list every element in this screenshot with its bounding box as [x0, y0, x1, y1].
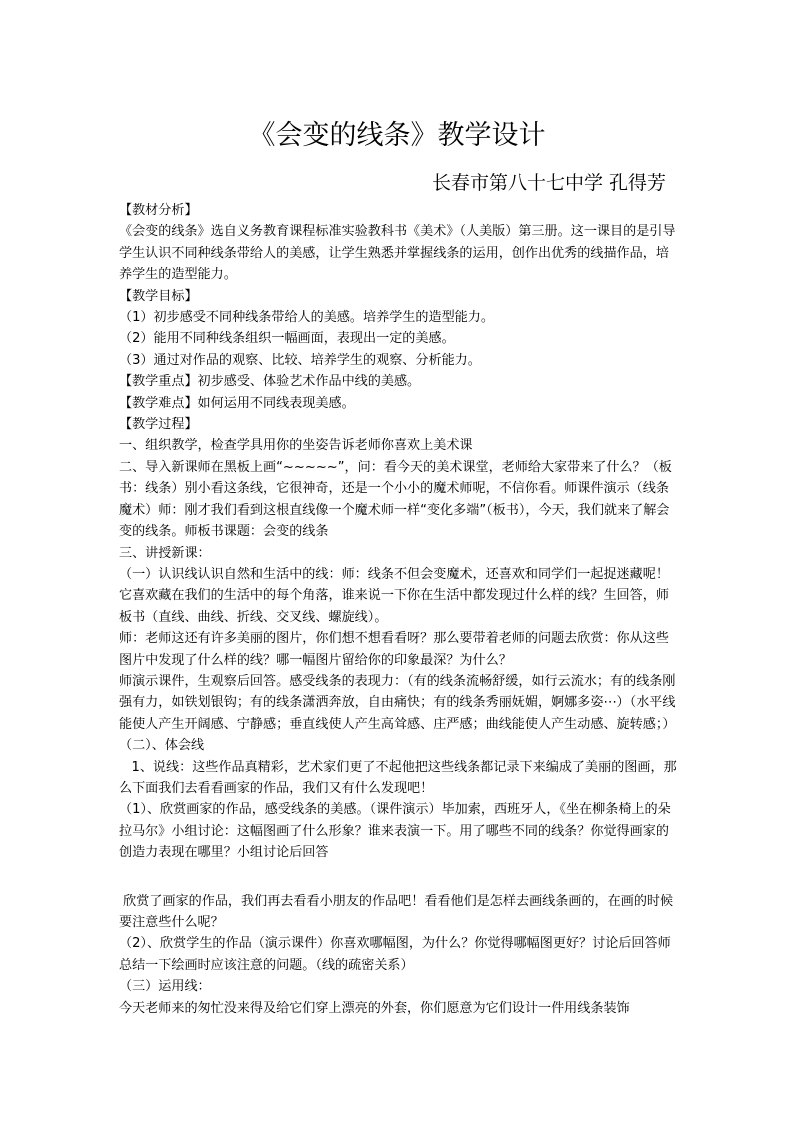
page-title: 《会变的线条》教学设计: [248, 120, 546, 151]
paragraph: 师演示课件，生观察后回答。感受线条的表现力：（有的线条流畅舒缓，如行云流水；有的线条刚强有力，如铁划银钩；有的线条潇洒奔放，自由痛快；有的线条秀丽妩媚，婀娜多姿⋯）（水平线能使人产生开阔感、宁静感；垂直线使人产生高耸感、庄严感；曲线能使人产生动感、旋转感；）: [119, 673, 676, 732]
paragraph: （2）、欣赏学生的作品（演示课件）你喜欢哪幅图，为什么？你觉得哪幅图更好？讨论后回答师总结一下绘画时应该注意的问题。（线的疏密关系）: [119, 936, 671, 973]
goal-item: （2）能用不同种线条组织一幅画面，表现出一定的美感。: [119, 331, 455, 347]
goal-item: （1）初步感受不同种线条带给人的美感。培养学生的造型能力。: [119, 310, 494, 326]
section-heading-teaching-goals: 【教学目标】: [119, 288, 198, 304]
paragraph-material-analysis: 《会变的线条》选自义务教育课程标准实验教科书《美术》（人美版）第三册。这一课目的是引导学生认识不同种线条带给人的美感，让学生熟悉并掌握线条的运用，创作出优秀的线描作品，培养学生的造型能力。: [119, 224, 676, 283]
teaching-key-point: 【教学重点】初步感受、体验艺术作品中线的美感。: [119, 374, 421, 390]
section-heading-material-analysis: 【教材分析】: [119, 203, 198, 218]
blank-line: [119, 864, 677, 891]
paragraph: （1）、欣赏画家的作品，感受线条的美感。（课件演示）毕加索，西班牙人，《坐在柳条椅上的朵拉马尔》小组讨论：这幅图画了什么形象？谁来表演一下。用了哪些不同的线条？你觉得画家的创造力表现在哪里？小组讨论后回答: [119, 802, 671, 861]
document-body: [119, 200, 677, 1019]
paragraph: （一）认识线认识自然和生活中的线：师：线条不但会变魔术，还喜欢和同学们一起捉迷藏呢！它喜欢藏在我们的生活中的每个角落，谁来说一下你在生活中都发现过什么样的线？生回答，师板书（直线、曲线、折线、交叉线、螺旋线）。: [119, 566, 669, 625]
paragraph: 1、说线：这些作品真精彩，艺术家们更了不起他把这些线条都记录下来编成了美丽的图画，那么下面我们去看看画家的作品，我们又有什么发现吧！: [119, 759, 677, 796]
process-step: 三、讲授新课：: [119, 545, 211, 561]
process-step: 一、组织教学，检查学具用你的坐姿告诉老师你喜欢上美术课: [119, 438, 473, 454]
subsection-heading: （二）、体会线: [119, 738, 205, 754]
section-heading-teaching-process: 【教学过程】: [119, 417, 198, 433]
paragraph: 师：老师这还有许多美丽的图片，你们想不想看看呀？那么要带着老师的问题去欣赏：你从这些图片中发现了什么样的线？哪一幅图片留给你的印象最深？为什么？: [119, 631, 669, 668]
teaching-difficulty: 【教学难点】如何运用不同线表现美感。: [119, 395, 355, 411]
author-line: 长春市第八十七中学 孔得芳: [431, 172, 666, 194]
paragraph: 今天老师来的匆忙没来得及给它们穿上漂亮的外套，你们愿意为它们设计一件用线条装饰: [119, 1000, 630, 1016]
paragraph: 欣赏了画家的作品，我们再去看看小朋友的作品吧！看看他们是怎样去画线条画的，在画的时候要注意些什么呢？: [119, 893, 674, 930]
process-step: 二、导入新课师在黑板上画“~~~~~”，问：看今天的美术课堂，老师给大家带来了什么？（板书：线条）别小看这条线，它很神奇，还是一个小小的魔术师呢，不信你看。师课件演示（线条魔术）师：刚才我们看到这根直线像一个魔术师一样“变化多端”（板书），今天，我们就来了解会变的线条。师板书课题：会变的线条: [119, 459, 672, 540]
subsection-heading: （三）运用线：: [119, 979, 211, 995]
goal-item: （3）通过对作品的观察、比较、培养学生的观察、分析能力。: [119, 352, 481, 368]
